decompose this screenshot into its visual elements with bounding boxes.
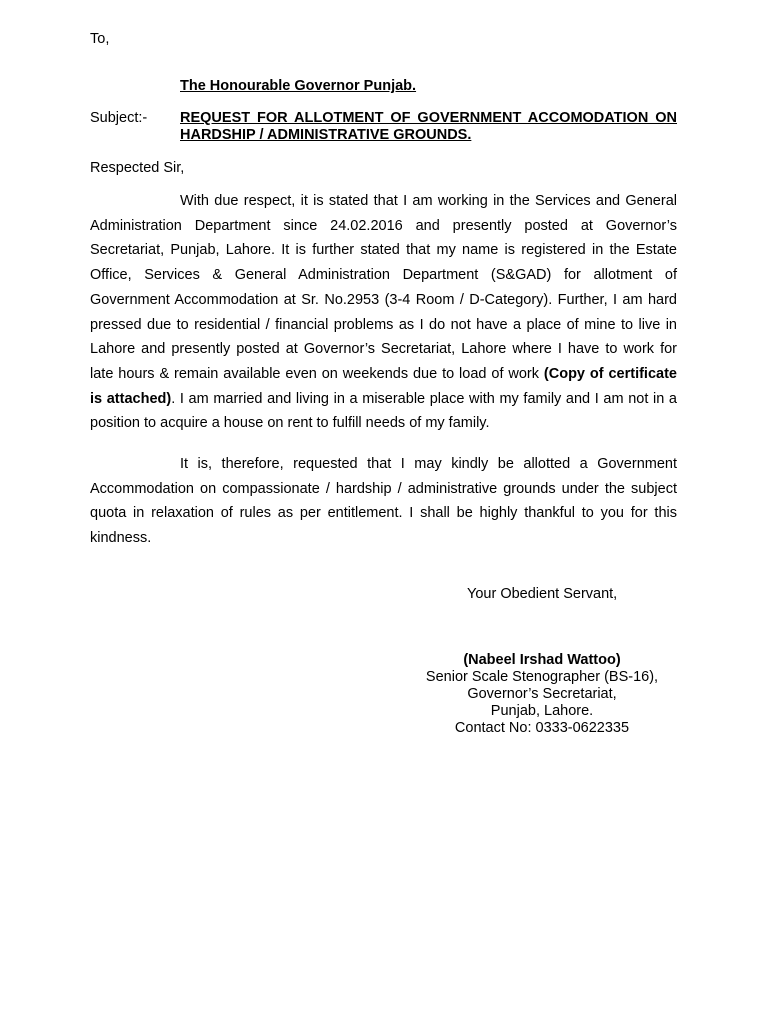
- addressee: The Honourable Governor Punjab.: [180, 78, 417, 94]
- salutation: Respected Sir,: [90, 160, 185, 176]
- body-paragraph-1: [90, 189, 677, 436]
- paragraph-1-bold-note: (Copy of certificate is attached): [90, 365, 677, 407]
- signatory-designation: Senior Scale Stenographer (BS-16),: [425, 669, 659, 685]
- signature-block: [400, 652, 684, 737]
- closing: Your Obedient Servant,: [467, 586, 618, 602]
- signatory-name: (Nabeel Irshad Wattoo): [463, 652, 621, 668]
- recipient-prefix: To,: [90, 31, 110, 47]
- signatory-office: Governor’s Secretariat,: [467, 686, 617, 702]
- signatory-contact: Contact No: 0333-0622335: [454, 720, 630, 736]
- subject-text: REQUEST FOR ALLOTMENT OF GOVERNMENT ACCOMODATION ON HARDSHIP / ADMINISTRATIVE GROUNDS.: [180, 110, 677, 143]
- subject-label: Subject:-: [90, 110, 148, 126]
- paragraph-1-text-a: With due respect, it is stated that I am working in the Services and General Administration Department since 24.02.2016 and presently posted at Governor’s Secretariat, Punjab, Lahore. It is further stated that my name is registered in the Estate Office, Services & General Administration Department (S&GAD) for allotment of Government Accommodation at Sr. No.2953 (3-4 Room / D-Category). Further, I am hard pressed due to residential / financial problems as I do not have a place of mine to live in Lahore and presently posted at Governor’s Secretariat, Lahore where I have to work for late hours & remain available even on weekends due to load of work: [90, 193, 677, 382]
- signatory-city: Punjab, Lahore.: [490, 703, 594, 719]
- body-paragraph-2: [90, 452, 677, 551]
- paragraph-2-text: It is, therefore, requested that I may kindly be allotted a Government Accommodation on compassionate / hardship / administrative grounds under the subject quota in relaxation of rules as per entitlement. I shall be highly thankful to you for this kindness.: [90, 456, 677, 547]
- paragraph-1-text-b: . I am married and living in a miserable place with my family and I am not in a position to acquire a house on rent to fulfill needs of my family.: [90, 390, 677, 432]
